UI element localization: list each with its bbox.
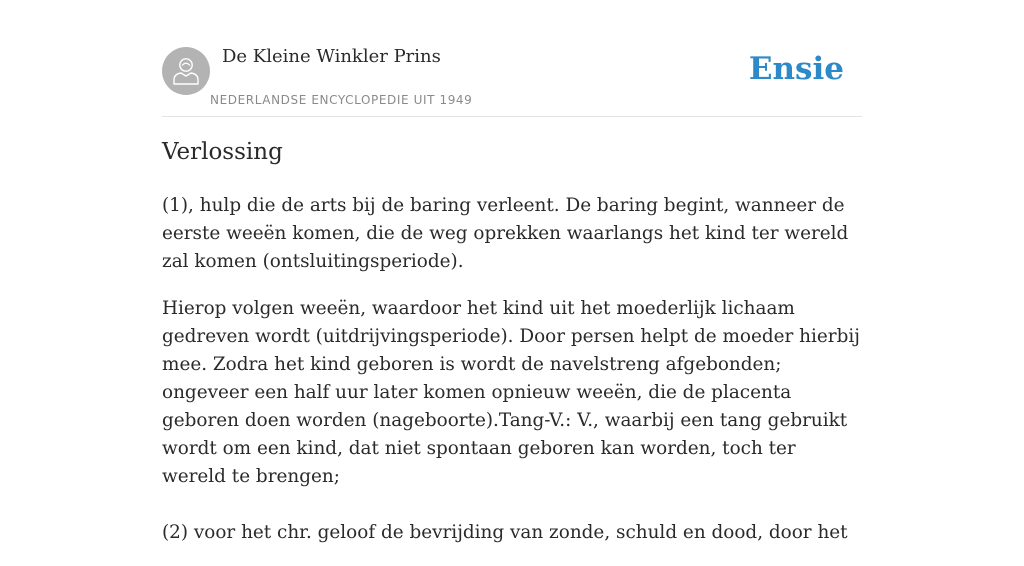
header <box>162 46 862 117</box>
article-paragraph: (1), hulp die de arts bij de baring verleent. De baring begint, wanneer de eerste weeën komen, die de weg oprekken waarlangs het kind ter wereld zal komen (ontsluitingsperiode). <box>162 195 849 272</box>
avatar[interactable] <box>162 47 210 95</box>
author-name[interactable]: De Kleine Winkler Prins <box>222 46 441 67</box>
article-body <box>162 192 862 566</box>
brand-logo[interactable]: Ensie <box>748 51 844 87</box>
article-paragraph: (2) voor het chr. geloof de bevrijding van zonde, schuld en dood, door het <box>162 522 848 543</box>
page-title: Verlossing <box>162 139 283 165</box>
user-silhouette-icon <box>172 56 200 86</box>
author-subtitle: NEDERLANDSE ENCYCLOPEDIE UIT 1949 <box>210 93 473 107</box>
article-paragraph: Hierop volgen weeën, waardoor het kind uit het moederlijk lichaam gedreven wordt (uitdrijvingsperiode). Door persen helpt de moeder hierbij mee. Zodra het kind geboren is wordt de navelstreng afgebonden; ongeveer een half uur later komen opnieuw weeën, die de placenta geboren doen worden (nageboorte).Tang-V.: V., waarbij een tang gebruikt wordt om een kind, dat niet spontaan geboren kan worden, toch ter wereld te brengen; <box>162 298 860 487</box>
